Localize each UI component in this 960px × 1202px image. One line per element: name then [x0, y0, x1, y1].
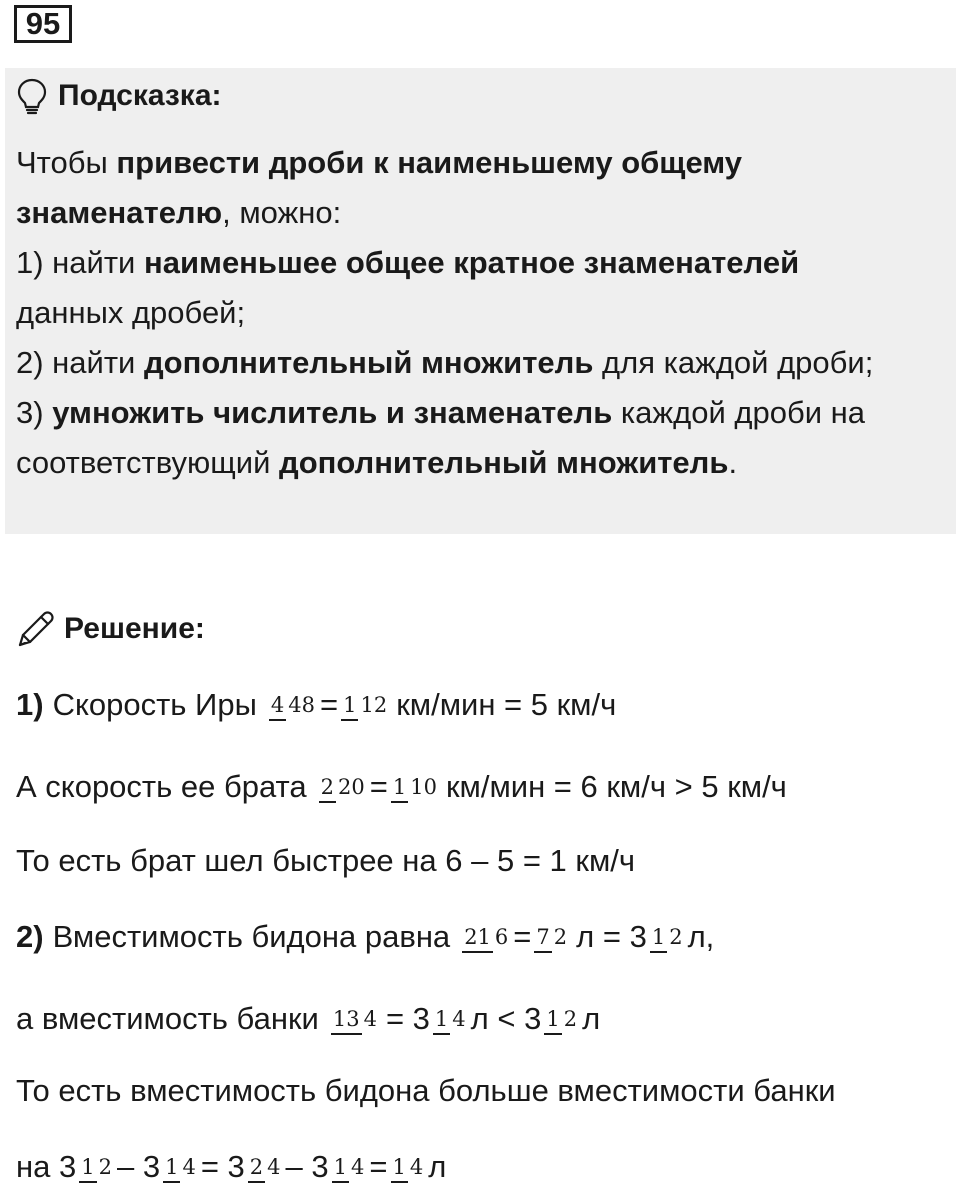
numerator: 1	[391, 1155, 408, 1183]
solution-heading	[16, 608, 205, 650]
line-text: = 3	[385, 1001, 430, 1036]
step-number: 1)	[16, 687, 44, 722]
line-text: л,	[687, 919, 715, 954]
numerator: 1	[391, 775, 408, 803]
equals-sign: =	[319, 687, 339, 722]
denominator: 4	[363, 1007, 377, 1031]
fraction	[462, 925, 510, 949]
hint-line	[16, 338, 936, 388]
fraction	[650, 925, 685, 949]
solution-line-1	[16, 670, 616, 740]
solution-title: Решение:	[64, 612, 205, 645]
fraction	[248, 1155, 283, 1179]
line-text: л < 3	[470, 1001, 542, 1036]
numerator: 2	[319, 775, 336, 803]
line-text: – 3	[116, 1149, 161, 1184]
numerator: 1	[332, 1155, 349, 1183]
line-text: =	[369, 1149, 388, 1184]
denominator: 2	[98, 1155, 112, 1179]
fraction	[79, 1155, 114, 1179]
hint-bold-text: дополнительный множитель	[143, 345, 594, 380]
hint-line	[16, 238, 936, 288]
hint-text: соответствующий	[16, 445, 280, 480]
line-text: км/мин = 5 км/ч	[396, 687, 617, 722]
line-text: л = 3	[576, 919, 647, 954]
hint-line	[16, 188, 936, 238]
hint-text: 2) найти	[16, 345, 144, 380]
hint-bold-text: наименьшее общее кратное знаменателей	[143, 245, 800, 280]
fraction	[433, 1007, 468, 1031]
solution-line-3	[16, 826, 635, 896]
line-text: л	[428, 1149, 447, 1184]
line-text: Вместимость бидона равна	[52, 919, 451, 954]
hint-line	[16, 288, 936, 338]
line-text: а вместимость банки	[16, 1001, 319, 1036]
numerator: 2	[248, 1155, 265, 1183]
step-number: 2)	[16, 919, 44, 954]
numerator: 13	[331, 1007, 362, 1035]
denominator: 12	[360, 693, 388, 717]
denominator: 4	[182, 1155, 196, 1179]
denominator: 2	[563, 1007, 578, 1031]
fraction	[544, 1007, 579, 1031]
line-text: То есть вместимость бидона больше вместимости банки	[16, 1073, 836, 1108]
solution-line-7	[16, 1132, 446, 1202]
line-text: = 3	[200, 1149, 245, 1184]
equals-sign: =	[513, 919, 532, 954]
hint-text: каждой дроби на	[612, 395, 865, 430]
hint-text: .	[728, 445, 738, 480]
line-text: А скорость ее брата	[16, 769, 307, 804]
solution-line-4	[16, 902, 714, 972]
fraction	[341, 693, 389, 717]
numerator: 1	[79, 1155, 96, 1183]
hint-bold-text: умножить числитель и знаменатель	[52, 395, 613, 430]
hint-text: данных дробей;	[16, 295, 246, 330]
solution-line-2	[16, 752, 787, 822]
equals-sign: =	[369, 769, 388, 804]
line-text: л	[582, 1001, 601, 1036]
hint-text: для каждой дроби;	[593, 345, 874, 380]
hint-title: Подсказка:	[58, 79, 222, 112]
line-text: км/мин = 6 км/ч > 5 км/ч	[445, 769, 787, 804]
hint-text: 3)	[16, 395, 53, 430]
line-text: на 3	[16, 1149, 77, 1184]
fraction	[391, 1155, 426, 1179]
line-text: – 3	[285, 1149, 329, 1184]
numerator: 1	[163, 1155, 180, 1183]
denominator: 10	[410, 775, 437, 799]
line-text: Скорость Иры	[52, 687, 257, 722]
denominator: 4	[409, 1155, 424, 1179]
denominator: 4	[452, 1007, 466, 1031]
hint-text: , можно:	[222, 195, 342, 230]
task-number: 95	[14, 5, 72, 43]
fraction	[391, 775, 439, 799]
fraction	[331, 1007, 379, 1031]
denominator: 4	[351, 1155, 365, 1179]
fraction	[319, 775, 367, 799]
numerator: 1	[341, 693, 358, 721]
solution-line-5	[16, 984, 600, 1054]
denominator: 48	[288, 693, 315, 717]
denominator: 20	[338, 775, 365, 799]
fraction	[332, 1155, 367, 1179]
numerator: 1	[650, 925, 667, 953]
numerator: 1	[544, 1007, 561, 1035]
pencil-icon	[16, 609, 56, 649]
hint-body	[16, 138, 936, 488]
numerator: 1	[433, 1007, 450, 1035]
hint-text: 1) найти	[16, 245, 144, 280]
numerator: 4	[269, 693, 286, 721]
denominator: 2	[669, 925, 683, 949]
hint-heading	[16, 76, 222, 116]
lightbulb-icon	[16, 77, 48, 115]
hint-line	[16, 388, 936, 438]
hint-line	[16, 438, 936, 488]
numerator: 7	[534, 925, 551, 953]
hint-text: Чтобы	[16, 145, 117, 180]
hint-bold-text: знаменателю	[16, 195, 223, 230]
hint-line	[16, 138, 936, 188]
numerator: 21	[462, 925, 493, 953]
hint-bold-text: привести дроби к наименьшему общему	[116, 145, 743, 180]
line-text: То есть брат шел быстрее на 6 – 5 = 1 км/ч	[16, 843, 636, 878]
denominator: 4	[267, 1155, 281, 1179]
fraction	[534, 925, 569, 949]
denominator: 2	[553, 925, 568, 949]
fraction	[269, 693, 317, 717]
denominator: 6	[494, 925, 509, 949]
hint-bold-text: дополнительный множитель	[279, 445, 729, 480]
fraction	[163, 1155, 198, 1179]
solution-line-6	[16, 1056, 836, 1126]
